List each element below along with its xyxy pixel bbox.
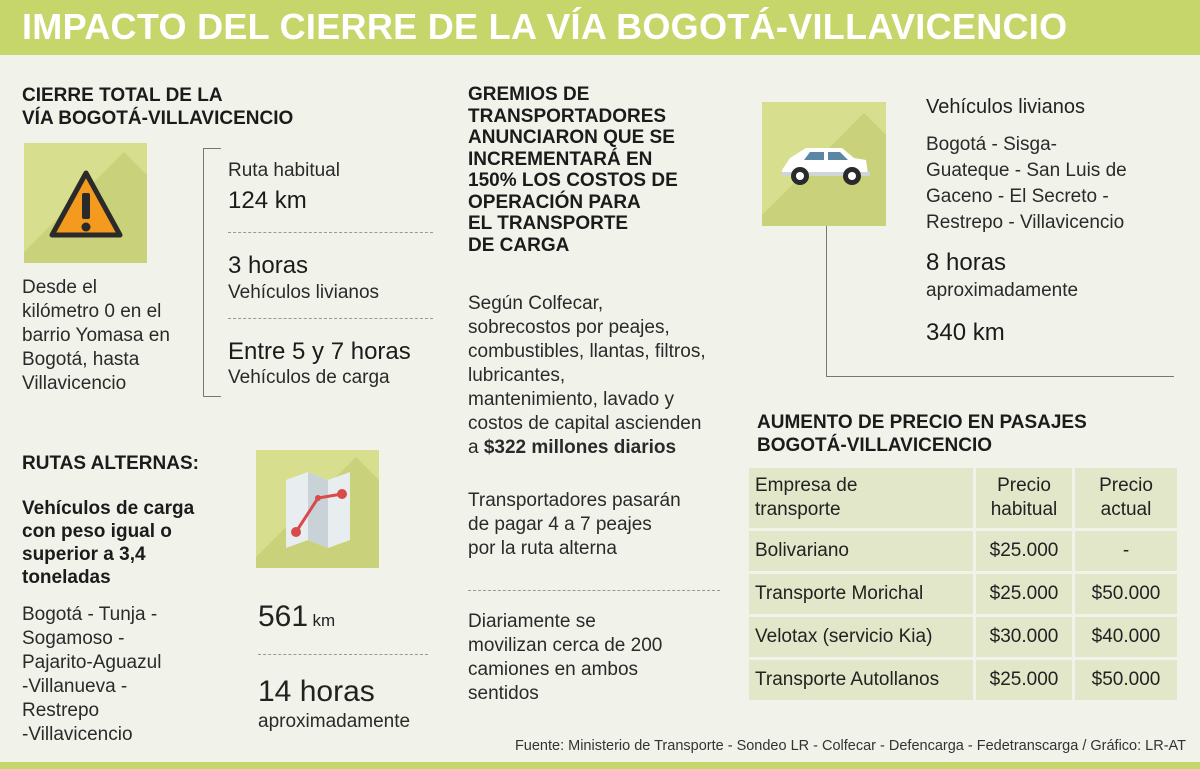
- unions-trucks: Diariamente se movilizan cerca de 200 camiones en ambos sentidos: [468, 611, 663, 704]
- alternate-heading: RUTAS ALTERNAS:: [22, 453, 199, 474]
- warning-icon-box: [24, 143, 147, 263]
- column-header-company: Empresa de transporte: [749, 468, 973, 528]
- closure-heading: CIERRE TOTAL DE LA VÍA BOGOTÁ-VILLAVICENCIO: [22, 85, 294, 129]
- bracket-bottom: [203, 396, 221, 397]
- connector-line: [826, 226, 827, 376]
- car-icon: [762, 102, 886, 226]
- light-time: 3 horas: [228, 252, 309, 279]
- map-icon-box: [256, 450, 379, 568]
- alternate-route: Bogotá - Tunja - Sogamoso - Pajarito-Aguazul -Villanueva - Restrepo -Villavicencio: [22, 604, 162, 745]
- light-hours: 8 horas: [926, 249, 1007, 276]
- alternate-subheading: Vehículos de carga con peso igual o superior a 3,4 toneladas: [22, 498, 195, 588]
- table-row: Velotax (servicio Kia) $30.000 $40.000: [749, 617, 1177, 657]
- route-label: Ruta habitual: [228, 160, 340, 181]
- divider: [468, 590, 720, 591]
- fares-heading: AUMENTO DE PRECIO EN PASAJES BOGOTÁ-VILLAVICENCIO: [757, 412, 1087, 456]
- divider: [258, 654, 428, 655]
- source-credit: Fuente: Ministerio de Transporte - Sondeo LR - Colfecar - Defencarga - Fedetranscarga / Gráfico: LR-AT: [514, 738, 1186, 754]
- fares-table: [746, 465, 1180, 703]
- light-distance: 340 km: [926, 319, 1005, 346]
- unions-costs: Según Colfecar, sobrecostos por peajes, combustibles, llantas, filtros, lubricantes, mantenimiento, lavado y costos de capital ascienden a $322 millones diarios: [468, 293, 706, 458]
- bracket-top: [203, 148, 221, 149]
- bracket-line: [203, 148, 204, 396]
- table-header-row: [749, 468, 1177, 528]
- route-km: 124 km: [228, 187, 307, 214]
- table-row: Transporte Morichal $25.000 $50.000: [749, 574, 1177, 614]
- connector-line: [826, 376, 1174, 377]
- light-heading: Vehículos livianos: [926, 96, 1085, 118]
- page-title: IMPACTO DEL CIERRE DE LA VÍA BOGOTÁ-VILLAVICENCIO: [22, 6, 1068, 47]
- divider: [228, 318, 433, 319]
- light-hours-label: aproximadamente: [926, 280, 1079, 301]
- alternate-time-label: aproximadamente: [258, 711, 411, 732]
- car-icon-box: [762, 102, 886, 226]
- warning-icon: [24, 143, 147, 263]
- cargo-label: Vehículos de carga: [228, 367, 390, 388]
- divider: [228, 232, 433, 233]
- closure-description: Desde el kilómetro 0 en el barrio Yomasa en Bogotá, hasta Villavicencio: [22, 277, 170, 394]
- cargo-time: Entre 5 y 7 horas: [228, 338, 411, 365]
- column-header-usual-price: Precio habitual: [976, 468, 1072, 528]
- bottom-bar: [0, 762, 1200, 769]
- column-header-current-price: Precio actual: [1075, 468, 1177, 528]
- light-label: Vehículos livianos: [228, 282, 380, 303]
- table-row: Bolivariano $25.000 -: [749, 531, 1177, 571]
- unions-tolls: Transportadores pasarán de pagar 4 a 7 peajes por la ruta alterna: [468, 490, 681, 559]
- unions-heading: GREMIOS DE TRANSPORTADORES ANUNCIARON QUE SE INCREMENTARÁ EN 150% LOS COSTOS DE OPERACIÓN PARA EL TRANSPORTE DE CARGA: [468, 84, 678, 256]
- alternate-time: 14 horas: [258, 675, 375, 708]
- light-route: Bogotá - Sisga- Guateque - San Luis de Gaceno - El Secreto - Restrepo - Villavicencio: [926, 134, 1127, 233]
- map-icon: [256, 450, 379, 568]
- table-row: Transporte Autollanos $25.000 $50.000: [749, 660, 1177, 700]
- alternate-distance: 561 km: [258, 600, 336, 633]
